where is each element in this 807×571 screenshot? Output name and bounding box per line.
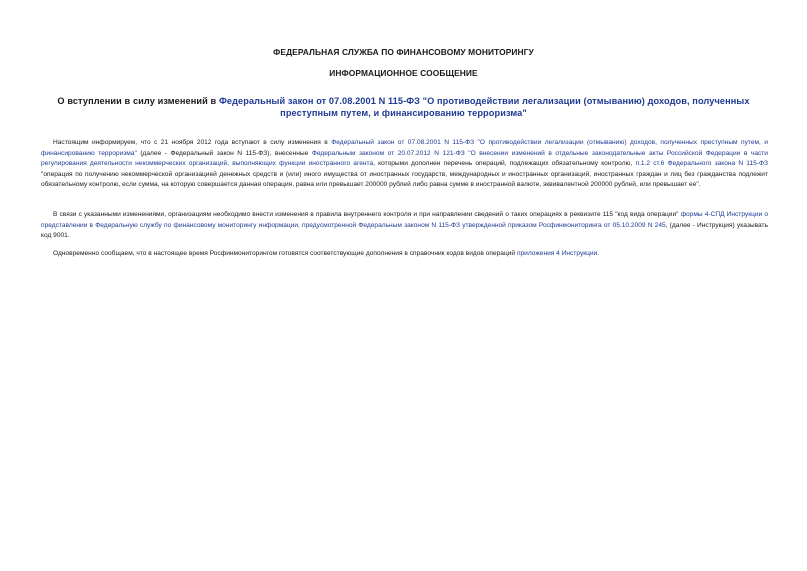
p2-text-2: , (далее - Инструкция) указывать код 9001. bbox=[41, 221, 768, 239]
document-subject bbox=[40, 95, 767, 119]
document-type-title: ИНФОРМАЦИОННОЕ СООБЩЕНИЕ bbox=[329, 68, 478, 78]
subject-prefix: О вступлении в силу изменений в bbox=[57, 96, 219, 106]
p1-article-6-link[interactable]: п.1.2 ст.6 Федерального закона N 115-ФЗ bbox=[635, 160, 769, 167]
p1-federal-law-121-link[interactable]: Федеральным законом от 20.07.2012 N 121-ФЗ "О внесении изменений в отдельные законодательные акты Российской Федерации в части регулирования деятельности некоммерческих организаций, выполняющих функции иностранного агента bbox=[41, 149, 768, 167]
paragraph-1 bbox=[41, 138, 768, 191]
p1-text-1: Настоящим информируем, что с 21 ноября 2012 года вступают в силу изменения в bbox=[53, 139, 332, 146]
p2-form-4spd-link[interactable]: формы 4-СПД Инструкции о представлении в Федеральную службу по финансовому мониторингу информации, предусмотренной Федеральным законом N 115-ФЗ утвержденной приказом Росфинмониторинга от 05.10.2009 N 245 bbox=[41, 211, 769, 229]
p3-appendix-4-link[interactable]: приложения 4 Инструкции bbox=[516, 250, 598, 257]
p3-text-1: Одновременно сообщаем, что в настоящее время Росфинмониторингом готовятся соответствующие дополнения в справочник кодов видов операций bbox=[53, 250, 517, 257]
paragraph-3 bbox=[41, 249, 768, 260]
federal-law-115-link[interactable]: Федеральный закон от 07.08.2001 N 115-ФЗ "О противодействии легализации (отмыванию) доходов, полученных преступным путем, и финансированию терроризма" bbox=[218, 96, 750, 118]
p1-text-4: "операция по получению некоммерческой организацией денежных средств и (или) иного имущества от иностранных государств, международных и иностранных организаций, иностранных граждан и лиц без гражданства подлежит обязательному контролю, если сумма, на которую совершается данная операция, равна или превышает 200000 рублей либо равна сумме в иностранной валюте, эквивалентной 200000 рублей, или превышает ее". bbox=[41, 170, 768, 188]
p1-text-2: (далее - Федеральный закон N 115-ФЗ), внесенные bbox=[136, 149, 312, 157]
p1-text-3: , которыми дополнен перечень операций, подлежащих обязательному контролю, bbox=[373, 160, 636, 167]
p2-text-1: В связи с указанными изменениями, организациям необходимо внести изменения в правила внутреннего контроля и при направлении сведений о таких операциях в реквизите 115 "код вида операции" bbox=[53, 211, 681, 218]
p1-federal-law-115-link[interactable]: Федеральный закон от 07.08.2001 N 115-ФЗ "О противодействии легализации (отмыванию) доходов, полученных преступным путем, и финансированию терроризма" bbox=[41, 139, 768, 157]
agency-title: ФЕДЕРАЛЬНАЯ СЛУЖБА ПО ФИНАНСОВОМУ МОНИТОРИНГУ bbox=[273, 47, 534, 57]
p3-text-2: . bbox=[597, 250, 600, 257]
paragraph-2 bbox=[41, 210, 768, 242]
